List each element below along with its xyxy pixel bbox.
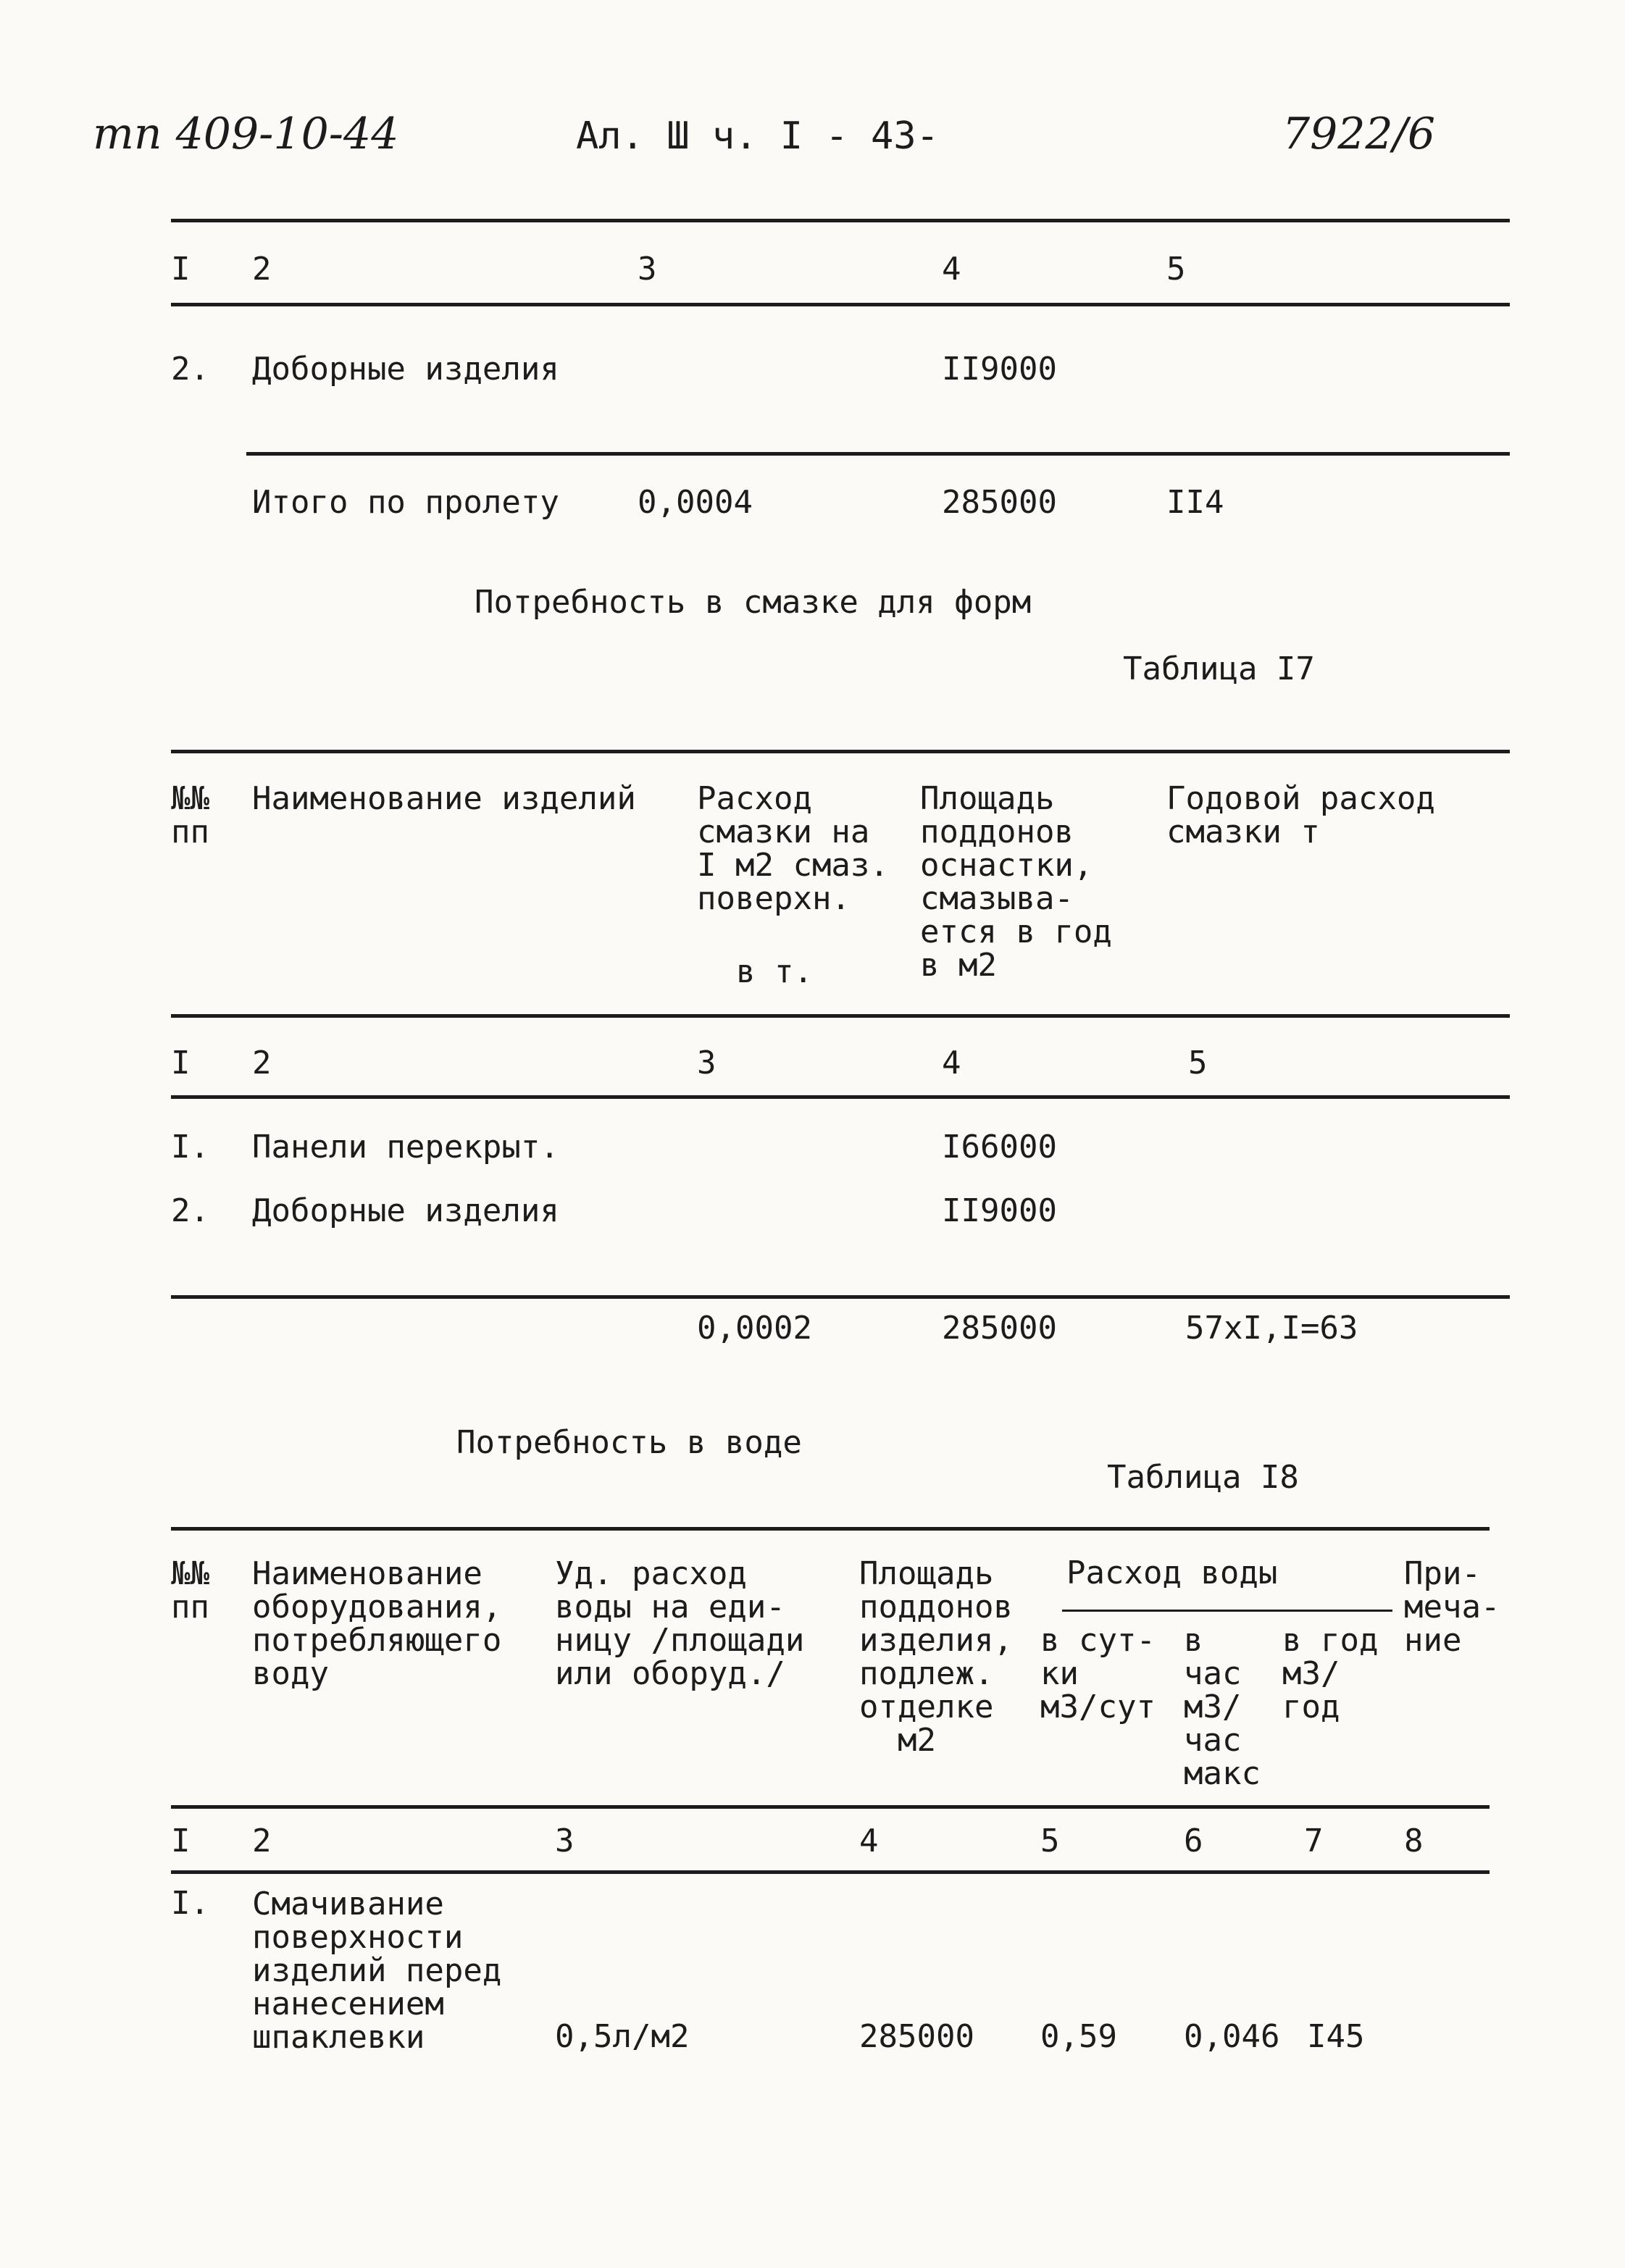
top-table-rule-3 xyxy=(246,452,1510,456)
top-colnum-5: 5 xyxy=(1166,251,1186,288)
table18-row1-num: I. xyxy=(171,1885,209,1922)
table18-colnum-7: 7 xyxy=(1304,1823,1324,1859)
table18-colnum-1: I xyxy=(171,1823,191,1859)
table17-rule-top xyxy=(171,750,1510,753)
table17-row1-num: I. xyxy=(171,1129,209,1166)
table18-colnum-5: 5 xyxy=(1040,1823,1060,1859)
table17-total-c3: 0,0002 xyxy=(697,1310,812,1347)
table17-colnum-1: I xyxy=(171,1045,191,1081)
table18-rule-head xyxy=(171,1805,1490,1809)
table17-colnum-3: 3 xyxy=(697,1045,717,1081)
table18-h-area: Площадь поддонов изделия, подлеж. отделке м2 xyxy=(859,1555,1013,1759)
top-row-name: Доборные изделия xyxy=(252,351,559,388)
doc-code: тп 409-10-44 xyxy=(93,109,399,159)
table17-rule-head xyxy=(171,1014,1510,1018)
table18-group-rule xyxy=(1062,1610,1392,1612)
table17-total-c4: 285000 xyxy=(942,1310,1057,1347)
table17-row1-name: Панели перекрыт. xyxy=(252,1129,559,1166)
table17-title: Потребность в смазке для форм xyxy=(475,584,1032,621)
top-total-c3: 0,0004 xyxy=(638,484,753,521)
table18-h-note: При- меча- ние xyxy=(1404,1555,1500,1659)
table17-colnum-2: 2 xyxy=(252,1045,272,1081)
top-total-c5: II4 xyxy=(1166,484,1224,521)
table18-row1-c3: 0,5л/м2 xyxy=(555,2018,690,2055)
table18-rule-top xyxy=(171,1527,1490,1531)
table17-h-num: №№ пп xyxy=(171,780,209,850)
table17-row2-num: 2. xyxy=(171,1192,209,1229)
table18-rule-nums xyxy=(171,1870,1490,1874)
table17-row1-c4: I66000 xyxy=(942,1129,1057,1166)
table17-h-annual: Годовой расход смазки т xyxy=(1166,780,1435,850)
table18-colnum-4: 4 xyxy=(859,1823,879,1859)
top-colnum-4: 4 xyxy=(942,251,961,288)
top-colnum-1: I xyxy=(171,251,191,288)
table18-label: Таблица I8 xyxy=(1107,1459,1299,1496)
table17-h-consumption: Расход смазки на I м2 смаз. поверхн. xyxy=(697,780,889,917)
table18-colnum-2: 2 xyxy=(252,1823,272,1859)
table17-colnum-5: 5 xyxy=(1188,1045,1208,1081)
table18-row1-c5: 0,59 xyxy=(1040,2018,1117,2055)
table17-label: Таблица I7 xyxy=(1123,650,1315,687)
table18-h-per-hour: в час м3/ час макс xyxy=(1184,1622,1261,1792)
top-total-c4: 285000 xyxy=(942,484,1057,521)
table17-h-area: Площадь поддонов оснастки, смазыва- ется в год в м2 xyxy=(920,780,1112,984)
table18-h-specific-consumption: Уд. расход воды на еди- ницу /площади или оборуд./ xyxy=(555,1555,805,1692)
table17-colnum-4: 4 xyxy=(942,1045,961,1081)
table17-row2-c4: II9000 xyxy=(942,1192,1057,1229)
table18-title: Потребность в воде xyxy=(456,1424,802,1461)
top-colnum-3: 3 xyxy=(638,251,657,288)
top-total-label: Итого по пролету xyxy=(252,484,559,521)
table18-colnum-8: 8 xyxy=(1404,1823,1424,1859)
doc-number: 7922/6 xyxy=(1282,109,1436,159)
table17-h-name: Наименование изделий xyxy=(252,780,636,817)
table18-h-per-year: в год м3/ год xyxy=(1282,1622,1379,1725)
table18-colnum-6: 6 xyxy=(1184,1823,1203,1859)
table18-h-num: №№ пп xyxy=(171,1555,209,1625)
table17-h-unit: в т. xyxy=(736,953,813,990)
table17-total-c5: 57xI,I=63 xyxy=(1185,1310,1358,1347)
table18-h-equipment: Наименование оборудования, потребляющего воду xyxy=(252,1555,502,1692)
top-table-rule-2 xyxy=(171,303,1510,306)
table18-h-per-day: в сут- ки м3/сут xyxy=(1040,1622,1156,1725)
table17-rule-total xyxy=(171,1295,1510,1299)
table18-row1-c6: 0,046 xyxy=(1184,2018,1280,2055)
table17-row2-name: Доборные изделия xyxy=(252,1192,559,1229)
top-table-rule-1 xyxy=(171,219,1510,222)
table17-rule-nums xyxy=(171,1095,1510,1099)
sheet-info: Ал. Ш ч. I - 43- xyxy=(576,114,939,158)
table18-row1-c4: 285000 xyxy=(859,2018,974,2055)
table18-colnum-3: 3 xyxy=(555,1823,575,1859)
top-colnum-2: 2 xyxy=(252,251,272,288)
table18-h-group: Расход воды xyxy=(1066,1554,1278,1591)
top-row-c4: II9000 xyxy=(942,351,1057,388)
table18-row1-c7: I45 xyxy=(1307,2018,1365,2055)
table18-row1-name: Смачивание поверхности изделий перед нанесением шпаклевки xyxy=(252,1886,502,2056)
top-row-num: 2. xyxy=(171,351,209,388)
